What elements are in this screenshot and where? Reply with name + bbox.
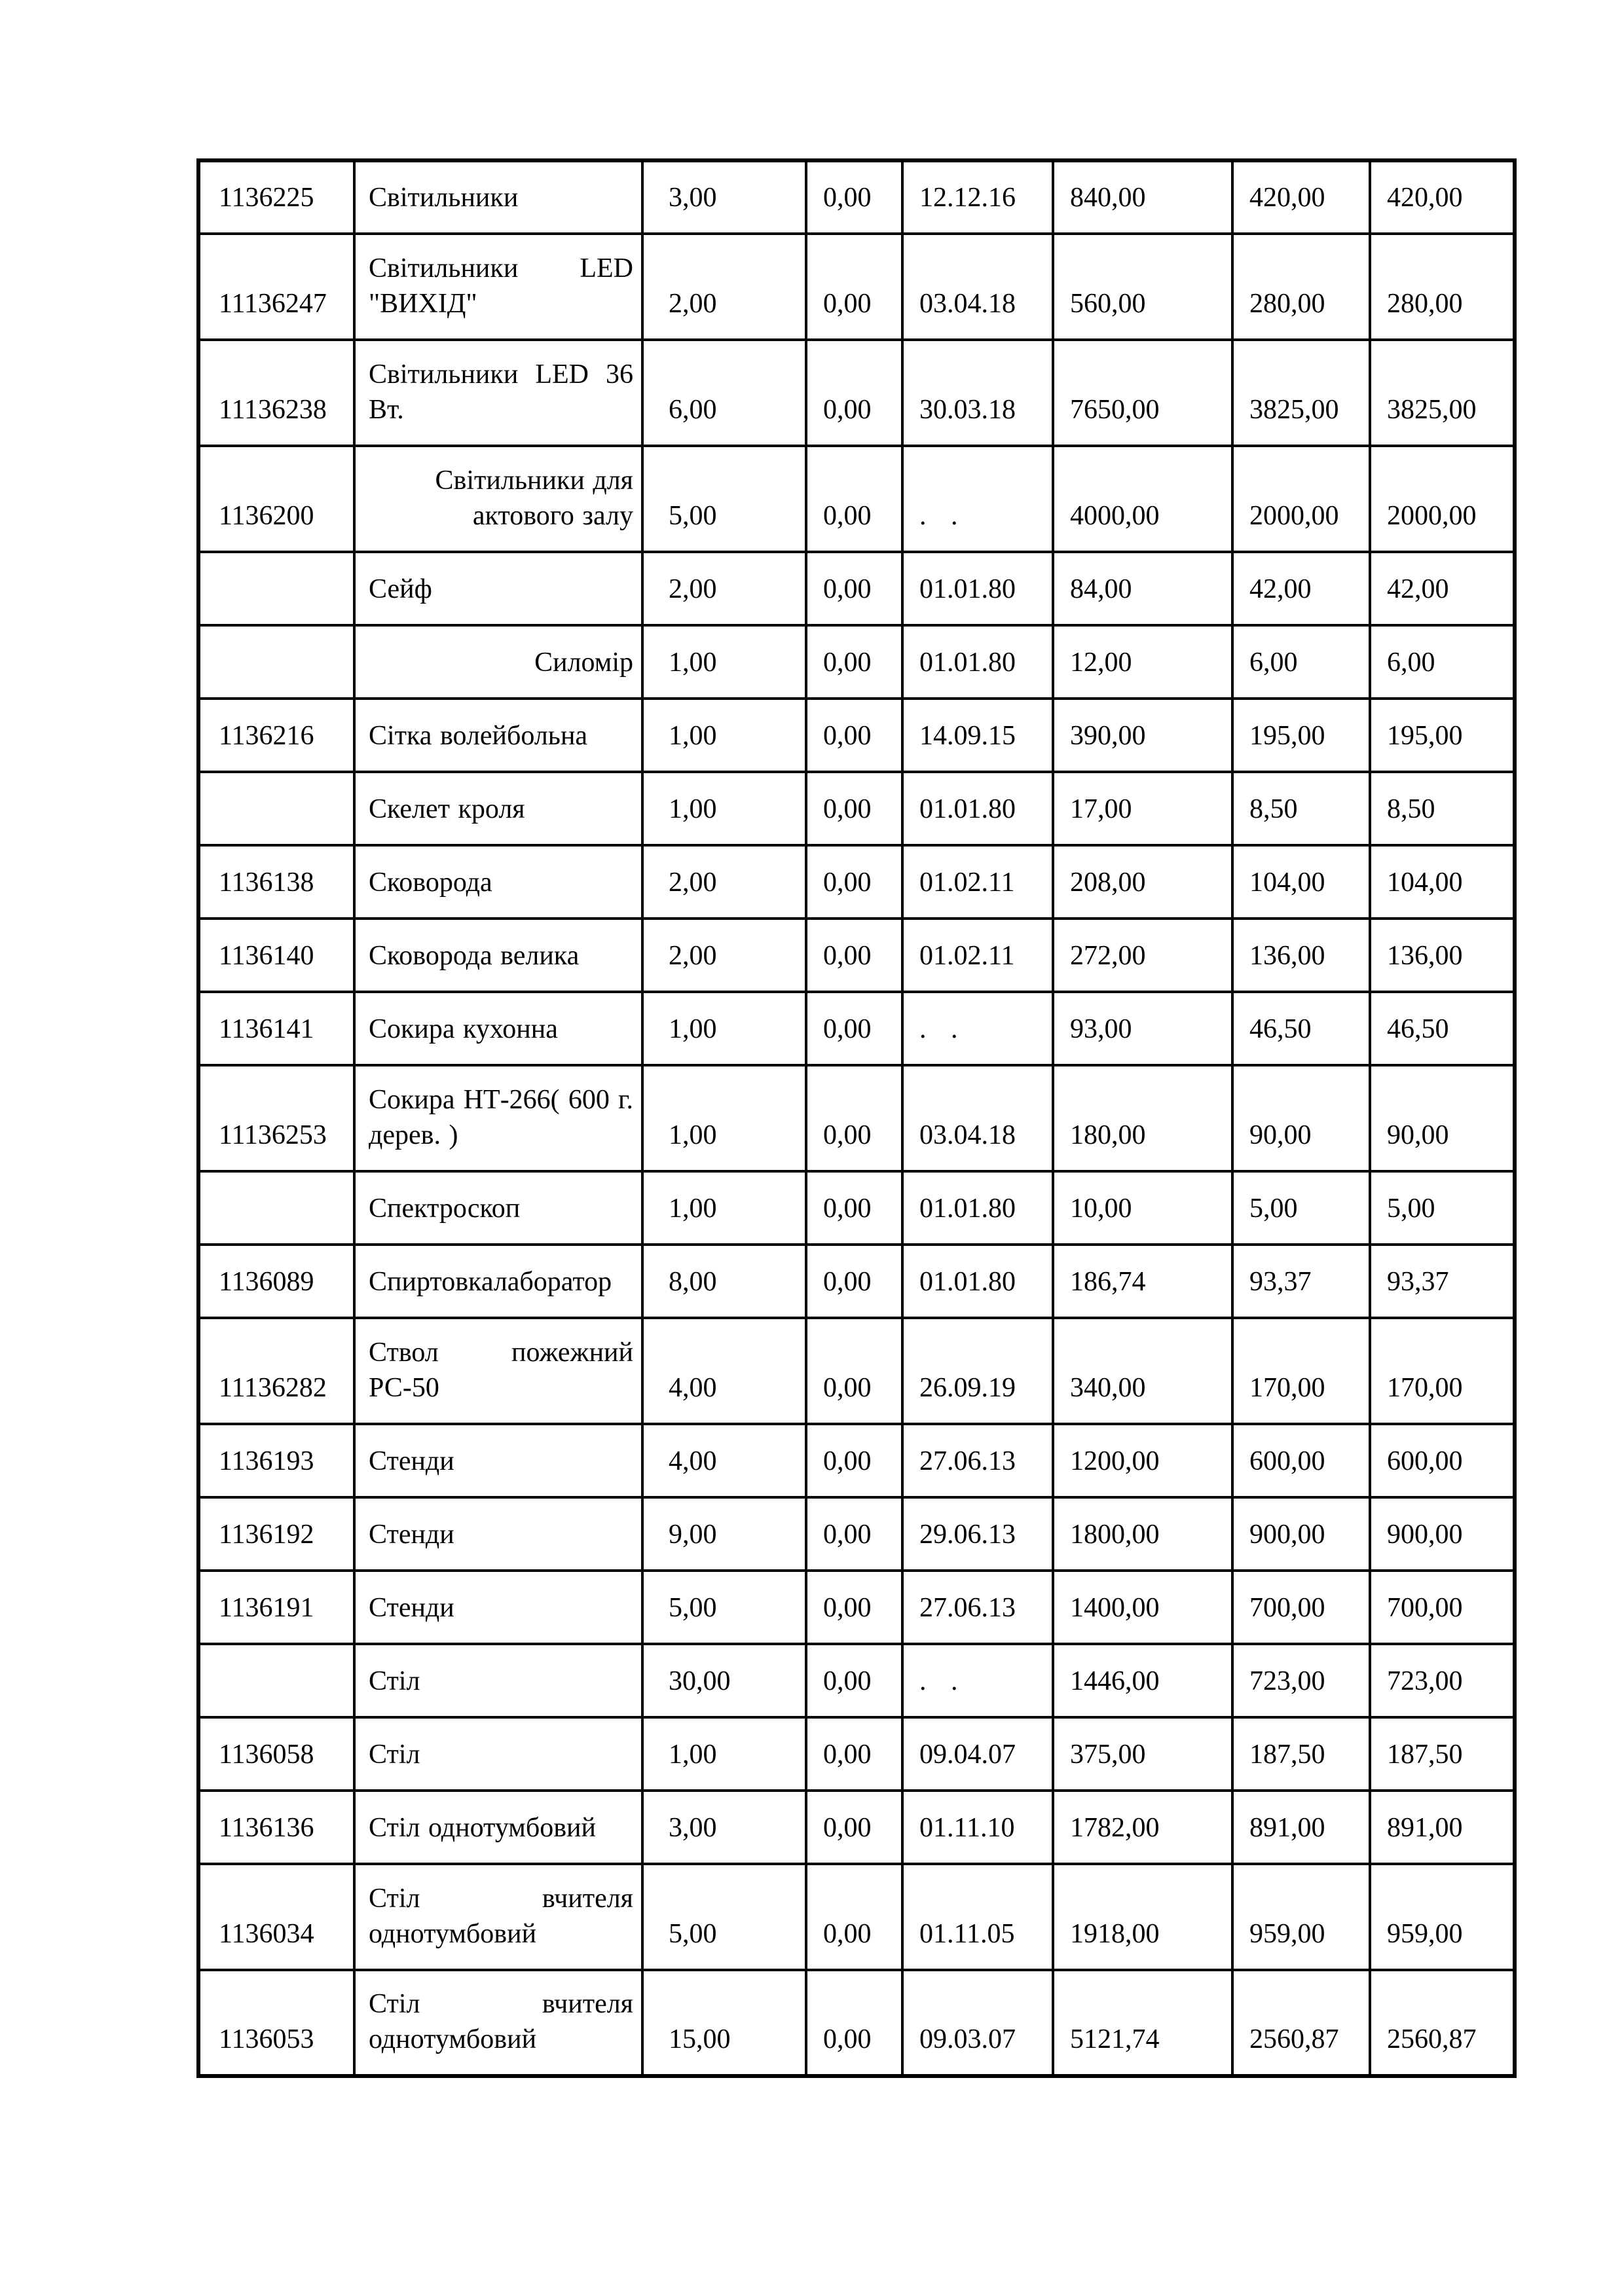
date-cell: 01.02.11	[902, 919, 1053, 992]
table-row	[198, 772, 1515, 845]
table-row	[198, 992, 1515, 1065]
sum2-cell: 6,00	[1370, 625, 1515, 699]
qty-cell: 1,00	[642, 625, 806, 699]
date-cell: 09.03.07	[902, 1970, 1053, 2076]
num-cell: 1136216	[198, 699, 354, 772]
date-cell: 30.03.18	[902, 340, 1053, 446]
table-row	[198, 1717, 1515, 1791]
sum2-cell: 723,00	[1370, 1644, 1515, 1717]
amount-cell: 0,00	[806, 1970, 902, 2076]
name-cell: Спектроскоп	[354, 1171, 642, 1245]
sum1-cell: 104,00	[1232, 845, 1370, 919]
date-cell: 01.01.80	[902, 1171, 1053, 1245]
num-cell	[198, 552, 354, 625]
cost-cell: 1782,00	[1053, 1791, 1232, 1864]
sum1-cell: 93,37	[1232, 1245, 1370, 1318]
qty-cell: 1,00	[642, 1065, 806, 1171]
name-cell: Світильники LED 36 Вт.	[354, 340, 642, 446]
amount-cell: 0,00	[806, 1065, 902, 1171]
sum2-cell: 93,37	[1370, 1245, 1515, 1318]
sum2-cell: 5,00	[1370, 1171, 1515, 1245]
table-row	[198, 1970, 1515, 2076]
amount-cell: 0,00	[806, 699, 902, 772]
amount-cell: 0,00	[806, 446, 902, 552]
table-row	[198, 234, 1515, 340]
num-cell: 11136282	[198, 1318, 354, 1424]
qty-cell: 5,00	[642, 1571, 806, 1644]
sum2-cell: 46,50	[1370, 992, 1515, 1065]
name-cell: Стенди	[354, 1571, 642, 1644]
date-cell: . .	[902, 1644, 1053, 1717]
qty-cell: 4,00	[642, 1318, 806, 1424]
name-cell: Сокира кухонна	[354, 992, 642, 1065]
table-row	[198, 1864, 1515, 1970]
amount-cell: 0,00	[806, 552, 902, 625]
sum1-cell: 900,00	[1232, 1497, 1370, 1571]
name-cell: Світильники LED "ВИХІД"	[354, 234, 642, 340]
date-cell: 09.04.07	[902, 1717, 1053, 1791]
sum1-cell: 959,00	[1232, 1864, 1370, 1970]
num-cell: 1136053	[198, 1970, 354, 2076]
name-cell: Сейф	[354, 552, 642, 625]
amount-cell: 0,00	[806, 1171, 902, 1245]
num-cell: 1136193	[198, 1424, 354, 1497]
table-row	[198, 1497, 1515, 1571]
sum2-cell: 2000,00	[1370, 446, 1515, 552]
sum1-cell: 6,00	[1232, 625, 1370, 699]
sum2-cell: 195,00	[1370, 699, 1515, 772]
sum2-cell: 280,00	[1370, 234, 1515, 340]
num-cell: 1136136	[198, 1791, 354, 1864]
table-row	[198, 1644, 1515, 1717]
name-cell: Стенди	[354, 1497, 642, 1571]
sum2-cell: 104,00	[1370, 845, 1515, 919]
qty-cell: 9,00	[642, 1497, 806, 1571]
num-cell: 1136138	[198, 845, 354, 919]
qty-cell: 1,00	[642, 1171, 806, 1245]
sum2-cell: 170,00	[1370, 1318, 1515, 1424]
amount-cell: 0,00	[806, 1497, 902, 1571]
name-cell: Світильники	[354, 160, 642, 234]
cost-cell: 390,00	[1053, 699, 1232, 772]
inventory-table-body	[198, 160, 1515, 2076]
cost-cell: 1400,00	[1053, 1571, 1232, 1644]
cost-cell: 1918,00	[1053, 1864, 1232, 1970]
amount-cell: 0,00	[806, 992, 902, 1065]
qty-cell: 2,00	[642, 552, 806, 625]
inventory-table	[196, 158, 1517, 2078]
sum2-cell: 136,00	[1370, 919, 1515, 992]
date-cell: 01.01.80	[902, 1245, 1053, 1318]
num-cell: 1136034	[198, 1864, 354, 1970]
name-cell: Сітка волейбольна	[354, 699, 642, 772]
amount-cell: 0,00	[806, 1245, 902, 1318]
cost-cell: 7650,00	[1053, 340, 1232, 446]
num-cell: 11136253	[198, 1065, 354, 1171]
amount-cell: 0,00	[806, 845, 902, 919]
qty-cell: 30,00	[642, 1644, 806, 1717]
num-cell	[198, 1644, 354, 1717]
table-row	[198, 1424, 1515, 1497]
cost-cell: 375,00	[1053, 1717, 1232, 1791]
table-row	[198, 1245, 1515, 1318]
name-cell: Ствол пожежний РС-50	[354, 1318, 642, 1424]
num-cell: 11136247	[198, 234, 354, 340]
name-cell: Стіл	[354, 1644, 642, 1717]
num-cell: 1136058	[198, 1717, 354, 1791]
qty-cell: 4,00	[642, 1424, 806, 1497]
amount-cell: 0,00	[806, 160, 902, 234]
num-cell: 1136140	[198, 919, 354, 992]
cost-cell: 1200,00	[1053, 1424, 1232, 1497]
table-row	[198, 845, 1515, 919]
table-row	[198, 446, 1515, 552]
qty-cell: 5,00	[642, 1864, 806, 1970]
qty-cell: 3,00	[642, 1791, 806, 1864]
date-cell: 26.09.19	[902, 1318, 1053, 1424]
sum2-cell: 187,50	[1370, 1717, 1515, 1791]
sum1-cell: 42,00	[1232, 552, 1370, 625]
table-row	[198, 699, 1515, 772]
date-cell: 12.12.16	[902, 160, 1053, 234]
date-cell: 01.02.11	[902, 845, 1053, 919]
amount-cell: 0,00	[806, 1644, 902, 1717]
num-cell: 1136089	[198, 1245, 354, 1318]
name-cell: Скелет кроля	[354, 772, 642, 845]
name-cell: Силомір	[354, 625, 642, 699]
num-cell: 11136238	[198, 340, 354, 446]
sum2-cell: 2560,87	[1370, 1970, 1515, 2076]
name-cell: Стіл однотумбовий	[354, 1791, 642, 1864]
cost-cell: 340,00	[1053, 1318, 1232, 1424]
sum1-cell: 700,00	[1232, 1571, 1370, 1644]
cost-cell: 560,00	[1053, 234, 1232, 340]
sum2-cell: 900,00	[1370, 1497, 1515, 1571]
sum1-cell: 891,00	[1232, 1791, 1370, 1864]
table-row	[198, 625, 1515, 699]
date-cell: 03.04.18	[902, 234, 1053, 340]
cost-cell: 17,00	[1053, 772, 1232, 845]
num-cell: 1136141	[198, 992, 354, 1065]
date-cell: 01.11.10	[902, 1791, 1053, 1864]
date-cell: 01.01.80	[902, 772, 1053, 845]
cost-cell: 840,00	[1053, 160, 1232, 234]
qty-cell: 5,00	[642, 446, 806, 552]
sum1-cell: 2000,00	[1232, 446, 1370, 552]
cost-cell: 272,00	[1053, 919, 1232, 992]
date-cell: 01.01.80	[902, 625, 1053, 699]
amount-cell: 0,00	[806, 1791, 902, 1864]
amount-cell: 0,00	[806, 234, 902, 340]
date-cell: 01.01.80	[902, 552, 1053, 625]
sum1-cell: 90,00	[1232, 1065, 1370, 1171]
cost-cell: 12,00	[1053, 625, 1232, 699]
name-cell: Стіл вчителя однотумбовий	[354, 1864, 642, 1970]
date-cell: 27.06.13	[902, 1424, 1053, 1497]
table-row	[198, 1171, 1515, 1245]
date-cell: . .	[902, 446, 1053, 552]
qty-cell: 1,00	[642, 772, 806, 845]
qty-cell: 2,00	[642, 234, 806, 340]
name-cell: Спиртовкалаборатор	[354, 1245, 642, 1318]
sum1-cell: 600,00	[1232, 1424, 1370, 1497]
amount-cell: 0,00	[806, 1864, 902, 1970]
num-cell: 1136200	[198, 446, 354, 552]
qty-cell: 3,00	[642, 160, 806, 234]
sum1-cell: 195,00	[1232, 699, 1370, 772]
amount-cell: 0,00	[806, 1571, 902, 1644]
num-cell: 1136225	[198, 160, 354, 234]
date-cell: 14.09.15	[902, 699, 1053, 772]
sum1-cell: 723,00	[1232, 1644, 1370, 1717]
qty-cell: 2,00	[642, 919, 806, 992]
date-cell: 27.06.13	[902, 1571, 1053, 1644]
name-cell: Стіл	[354, 1717, 642, 1791]
sum2-cell: 42,00	[1370, 552, 1515, 625]
amount-cell: 0,00	[806, 919, 902, 992]
table-row	[198, 1791, 1515, 1864]
cost-cell: 5121,74	[1053, 1970, 1232, 2076]
qty-cell: 1,00	[642, 699, 806, 772]
date-cell: . .	[902, 992, 1053, 1065]
sum1-cell: 280,00	[1232, 234, 1370, 340]
date-cell: 03.04.18	[902, 1065, 1053, 1171]
table-row	[198, 552, 1515, 625]
sum1-cell: 8,50	[1232, 772, 1370, 845]
num-cell	[198, 772, 354, 845]
sum1-cell: 5,00	[1232, 1171, 1370, 1245]
sum1-cell: 420,00	[1232, 160, 1370, 234]
qty-cell: 1,00	[642, 992, 806, 1065]
sum1-cell: 46,50	[1232, 992, 1370, 1065]
qty-cell: 8,00	[642, 1245, 806, 1318]
sum2-cell: 90,00	[1370, 1065, 1515, 1171]
sum2-cell: 959,00	[1370, 1864, 1515, 1970]
sum1-cell: 3825,00	[1232, 340, 1370, 446]
num-cell	[198, 625, 354, 699]
num-cell: 1136191	[198, 1571, 354, 1644]
cost-cell: 180,00	[1053, 1065, 1232, 1171]
cost-cell: 186,74	[1053, 1245, 1232, 1318]
sum2-cell: 420,00	[1370, 160, 1515, 234]
cost-cell: 93,00	[1053, 992, 1232, 1065]
sum2-cell: 600,00	[1370, 1424, 1515, 1497]
name-cell: Світильники для актового залу	[354, 446, 642, 552]
amount-cell: 0,00	[806, 1424, 902, 1497]
table-row	[198, 1318, 1515, 1424]
name-cell: Стенди	[354, 1424, 642, 1497]
cost-cell: 10,00	[1053, 1171, 1232, 1245]
qty-cell: 1,00	[642, 1717, 806, 1791]
sum2-cell: 891,00	[1370, 1791, 1515, 1864]
date-cell: 29.06.13	[902, 1497, 1053, 1571]
table-row	[198, 919, 1515, 992]
table-row	[198, 1065, 1515, 1171]
name-cell: Сковорода	[354, 845, 642, 919]
sum2-cell: 700,00	[1370, 1571, 1515, 1644]
sum1-cell: 187,50	[1232, 1717, 1370, 1791]
sum1-cell: 136,00	[1232, 919, 1370, 992]
num-cell	[198, 1171, 354, 1245]
cost-cell: 1800,00	[1053, 1497, 1232, 1571]
sum1-cell: 170,00	[1232, 1318, 1370, 1424]
amount-cell: 0,00	[806, 340, 902, 446]
amount-cell: 0,00	[806, 772, 902, 845]
table-row	[198, 340, 1515, 446]
cost-cell: 1446,00	[1053, 1644, 1232, 1717]
sum2-cell: 3825,00	[1370, 340, 1515, 446]
name-cell: Сокира НТ-266( 600 г. дерев. )	[354, 1065, 642, 1171]
cost-cell: 4000,00	[1053, 446, 1232, 552]
name-cell: Сковорода велика	[354, 919, 642, 992]
qty-cell: 6,00	[642, 340, 806, 446]
cost-cell: 208,00	[1053, 845, 1232, 919]
amount-cell: 0,00	[806, 1318, 902, 1424]
sum2-cell: 8,50	[1370, 772, 1515, 845]
amount-cell: 0,00	[806, 1717, 902, 1791]
table-row	[198, 160, 1515, 234]
sum1-cell: 2560,87	[1232, 1970, 1370, 2076]
cost-cell: 84,00	[1053, 552, 1232, 625]
table-row	[198, 1571, 1515, 1644]
num-cell: 1136192	[198, 1497, 354, 1571]
qty-cell: 2,00	[642, 845, 806, 919]
date-cell: 01.11.05	[902, 1864, 1053, 1970]
amount-cell: 0,00	[806, 625, 902, 699]
name-cell: Стіл вчителя однотумбовий	[354, 1970, 642, 2076]
qty-cell: 15,00	[642, 1970, 806, 2076]
